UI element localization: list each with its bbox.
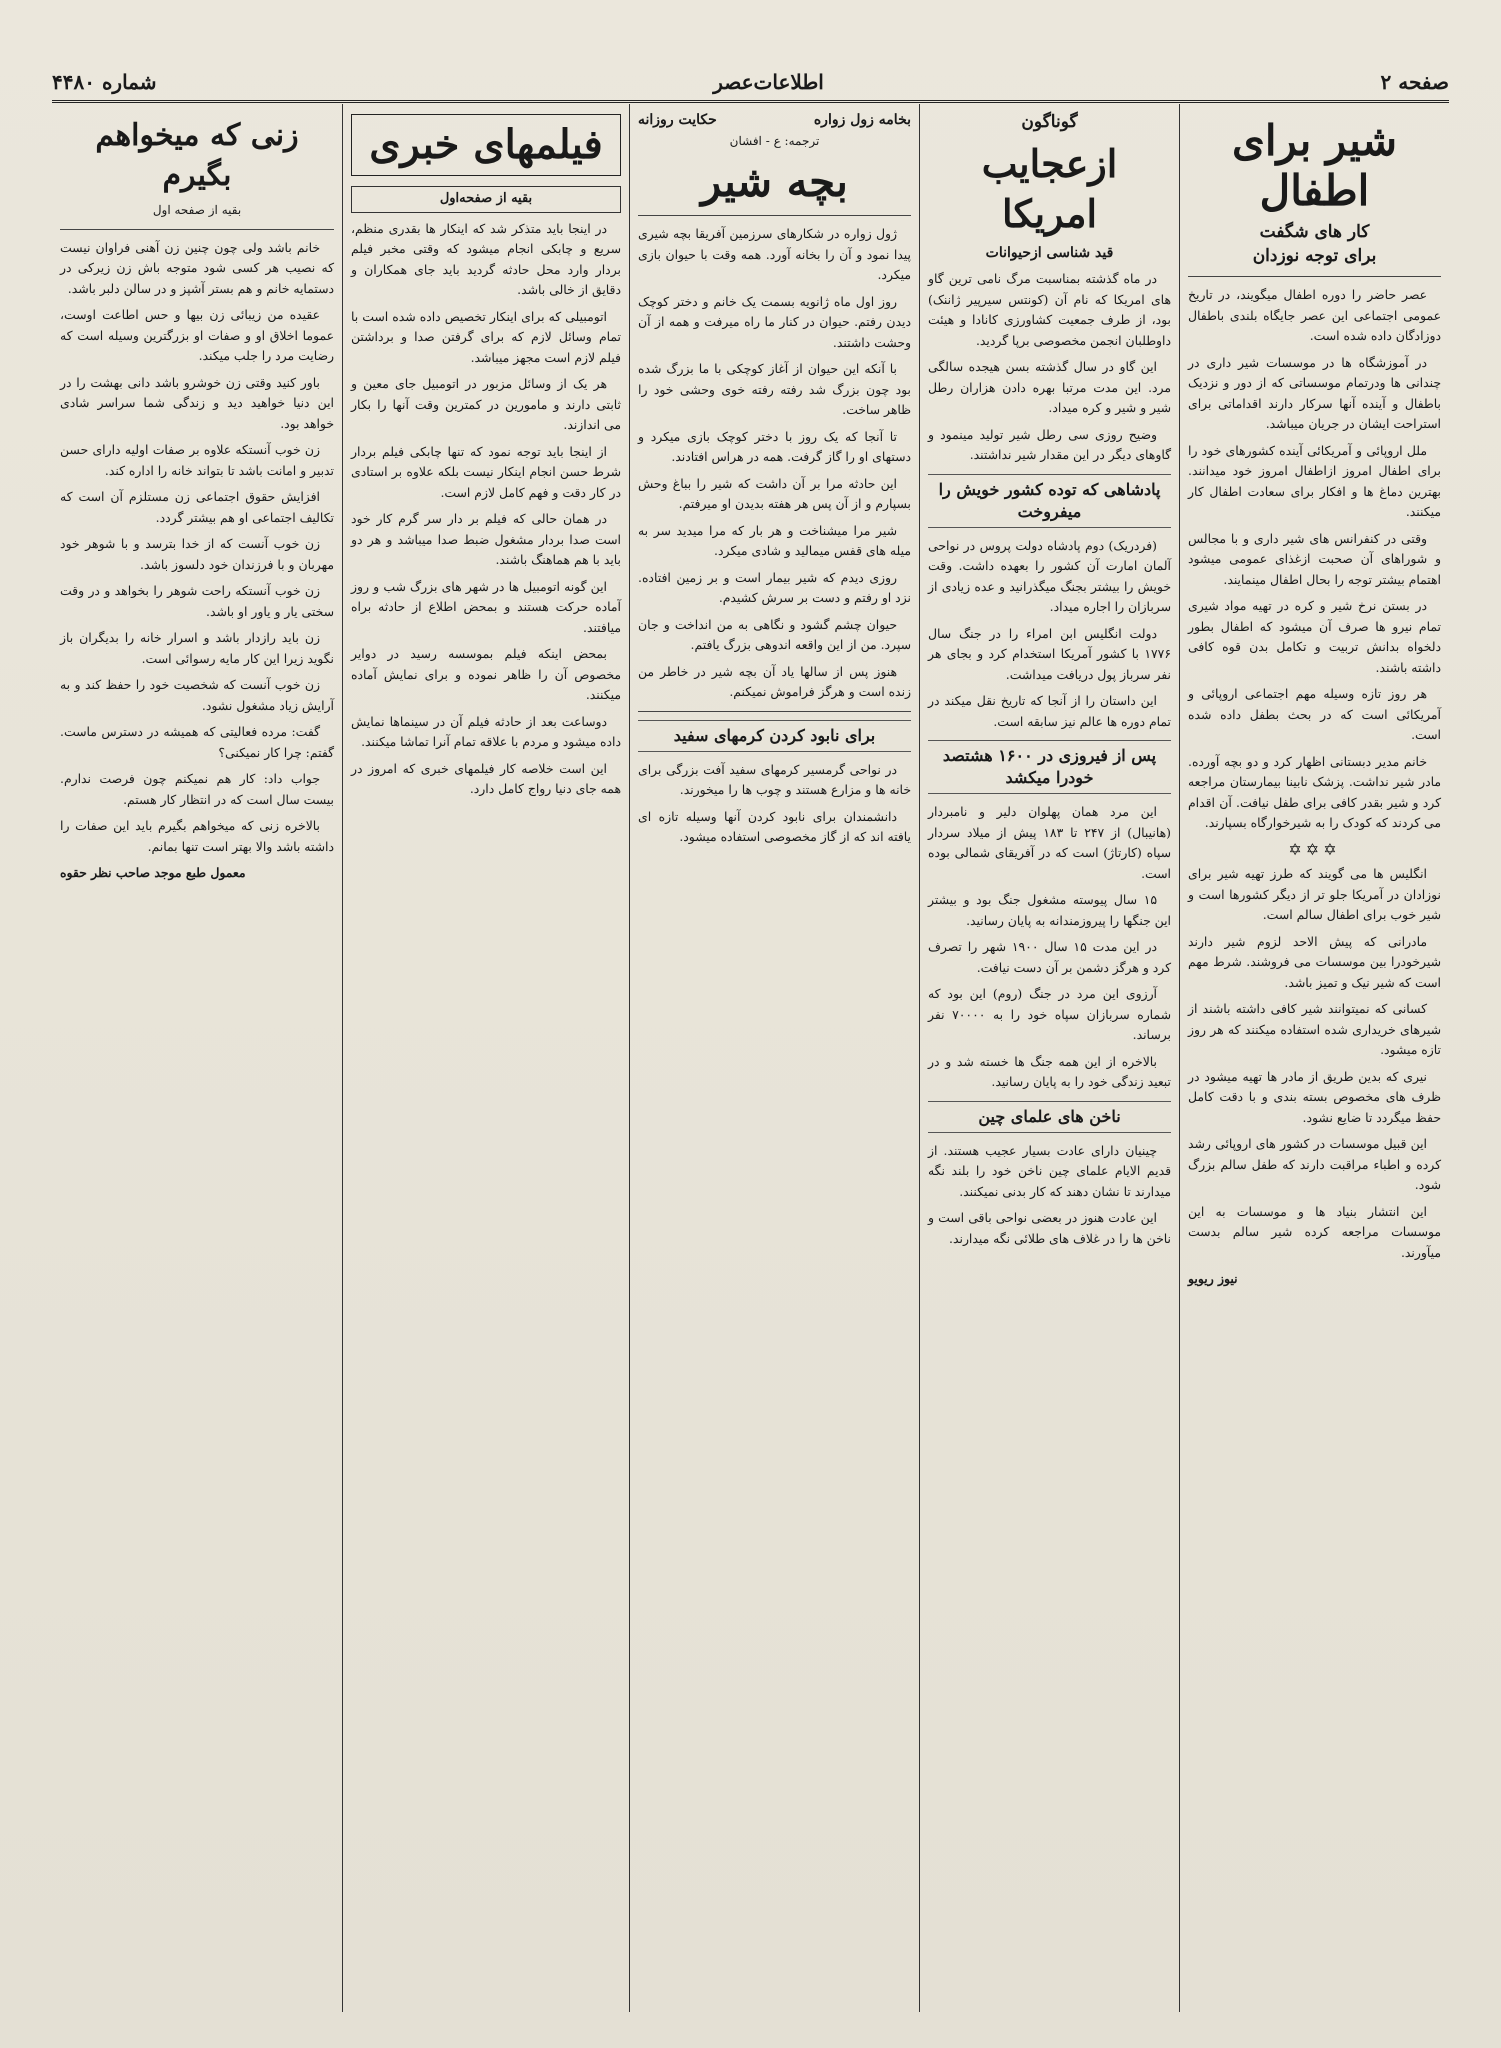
paragraph: بالاخره زنی که میخواهم بگیرم باید این صفات را داشته باشد والا بهتر است تنها بمانم. [60, 818, 334, 854]
paragraph: مادرانی که پیش الاحد لزوم شیر دارند شیرخودرا بین موسسات می فروشند. شرط مهم است که شیر نیک و تمیز باشد. [1188, 933, 1441, 990]
column-grid [52, 104, 1449, 2012]
paragraph: تا آنجا که یک روز با دختر کوچک بازی میکرد و دستهای او را گاز گرفت. همه در هراس افتادند. [638, 428, 911, 464]
continuation-label: بقیه از صفحه اول [152, 203, 242, 217]
paragraph: این قبیل موسسات در کشور های اروپائی رشد کرده و اطباء مراقبت دارند که طفل سالم بزرگ شود. [1188, 1136, 1441, 1192]
paragraph: ۱۵ سال پیوسته مشغول جنگ بود و بیشتر این جنگها را پیروزمندانه به پایان رسانید. [928, 892, 1171, 928]
paragraph: این است خلاصه کار فیلمهای خبری که امروز در همه جای دنیا رواج کامل دارد. [351, 760, 621, 796]
paragraph: عقیده من زیبائی زن بیها و حس اطاعت اوست، عموما اخلاق او و صفات او بزرگترین وسیله است که رضایت مرد را جلب میکند. [60, 307, 334, 363]
paragraph: روزی دیدم که شیر بیمار است و بر زمین افتاده. نزد او رفتم و دست بر سرش کشیدم. [638, 569, 911, 605]
continuation-label: بقیه از صفحه‌اول [351, 186, 621, 213]
paragraph: بالاخره از این همه جنگ ها خسته شد و در تبعید زندگی خود را به پایان رسانید. [928, 1053, 1171, 1089]
paragraph: نیری که بدین طریق از مادر ها تهیه میشود در ظرف های مخصوص بسته بندی و با دقت کامل حفظ میگردد تا ضایع نشود. [1188, 1068, 1441, 1125]
translator-credit: ترجمه: ع - افشان [729, 133, 820, 148]
deck: قید شناسی ازحیوانات [985, 244, 1114, 261]
byline: معمول طبع موجد صاحب نظر حقوه [60, 865, 246, 880]
paragraph: آرزوی این مرد در جنگ (روم) این بود که شماره سربازان سپاه خود را به ۷۰۰۰۰ نفر برساند. [928, 986, 1171, 1042]
paragraph: این مرد همان پهلوان دلیر و نامبردار (هانیبال) از ۲۴۷ تا ۱۸۳ پیش از میلاد سردار سپاه (کارتاژ) است که در آفریقای شمالی بوده است. [928, 804, 1171, 881]
paragraph: گفت: مرده فعالیتی که همیشه در دسترس ماست. گفتم: چرا کار نمیکنی؟ [60, 724, 334, 760]
paragraph: این گونه اتومبیل ها در شهر های بزرگ شب و روز آماده حرکت هستند و بمحض اطلاع از حادثه براه میافتند. [351, 578, 621, 635]
paragraph: افزایش حقوق اجتماعی زن مستلزم آن است که تکالیف اجتماعی او هم بیشتر گردد. [60, 489, 334, 525]
article-lion-cub [629, 104, 919, 2012]
issue-number: شماره ۴۴۸۰ [52, 70, 157, 94]
paragraph: زن خوب آنستکه راحت شوهر را بخواهد و در وقت سختی یار و یاور او باشد. [60, 583, 334, 619]
paragraph: زن باید رازدار باشد و اسرار خانه را بدیگران باز نگوید زیرا این کار مایه رسوائی است. [60, 630, 334, 666]
paragraph: وقتی در کنفرانس های شیر داری و با مجالس و شوراهای آن صحبت ازغذای عمومی میشود اهتمام بیشتر توجه را بحال اطفال مینمایند. [1188, 530, 1441, 587]
paragraph: بمحض اینکه فیلم بموسسه رسید در دوایر مخصوص آن را ظاهر نموده و برای نمایش آماده میکنند. [351, 646, 621, 702]
paragraph: هر روز تازه وسیله مهم اجتماعی اروپائی و آمریکائی است که در بحث بطفل داده شده است. [1188, 686, 1441, 742]
paragraph: از اینجا باید توجه نمود که تنها چابکی فیلم بردار شرط حسن انجام اینکار نیست بلکه علاوه بر استادی در کار دقت و فهم کامل لازم است. [351, 443, 621, 500]
paragraph: باور کنید وقتی زن خوشرو باشد دانی بهشت را در این دنیا خواهید دید و زندگی شما سراسر شادی خواهد بود. [60, 374, 334, 431]
section-heading: پادشاهی که توده کشور خویش را میفروخت [928, 474, 1171, 528]
kicker: حکایت روزانه [638, 112, 717, 128]
section-heading: برای نابود کردن کرمهای سفید [638, 720, 911, 752]
paragraph: در آموزشگاه ها در موسسات شیر داری در چندانی ها ودرتمام موسساتی که از دور و نزدیک باطفال و آینده آنها سرکار دارند اقداماتی برای استراحت ایشان در جریان میباشد. [1188, 354, 1441, 431]
paragraph: این گاو در سال گذشته بسن هیجده سالگی مرد. این مدت مرتبا بهره دادن هزاران رطل شیر و شیر و کره میداد. [928, 359, 1171, 415]
paragraph: ملل اروپائی و آمریکائی آینده کشورهای خود را برای اطفال امروز ازاطفال امروز خود میدانند. بهترین دماغ ها و افکار برای سعادت اطفال کار میکنند. [1188, 442, 1441, 519]
paragraph: دوساعت بعد از حادثه فیلم آن در سینماها نمایش داده میشود و مردم با علاقه تمام آنرا تماشا میکنند. [351, 713, 621, 749]
headline: زنی که میخواهم بگیرم [95, 118, 299, 193]
paragraph: دانشمندان برای نابود کردن آنها وسیله تازه ای یافته اند که از گاز مخصوصی استفاده میشود. [638, 808, 911, 844]
ornament-stars: ✡✡✡ [1288, 839, 1341, 859]
paragraph: زن خوب آنستکه علاوه بر صفات اولیه دارای حسن تدبیر و امانت باشد تا بتواند خانه را اداره کند. [60, 442, 334, 478]
paragraph: عصر حاضر را دوره اطفال میگویند، در تاریخ عمومی اجتماعی این عصر جایگاه بلندی باطفال دوزادگان داده شده است. [1188, 287, 1441, 343]
page-number: صفحه ۲ [1380, 70, 1449, 94]
paragraph: این داستان را از آنجا که تاریخ نقل میکند در تمام دوره ها عالم نیز سابقه است. [928, 693, 1171, 729]
paragraph: در این مدت ۱۵ سال ۱۹۰۰ شهر را تصرف کرد و هرگز دشمن بر آن دست نیافت. [928, 939, 1171, 975]
article-woman-to-marry [52, 104, 342, 2012]
paragraph: این حادثه مرا بر آن داشت که شیر را بباغ وحش بسپارم و از آن پس هر هفته بدیدن او میرفتم. [638, 475, 911, 511]
divider [60, 229, 334, 230]
paragraph: این انتشار بنیاد ها و موسسات به این موسسات مراجعه کرده شیر سالم بدست میآورند. [1188, 1203, 1441, 1260]
headline: ازعجایب امریکا [981, 140, 1118, 236]
paragraph: زن خوب آنست که شخصیت خود را حفظ کند و به آرایش زیاد مشغول نشود. [60, 677, 334, 713]
paragraph: ژول زواره در شکارهای سرزمین آفریقا بچه شیری پیدا نمود و آن را بخانه آورد. همه وقت با حیوان بازی میکرد. [638, 226, 911, 282]
paragraph: این عادت هنوز در بعضی نواحی باقی است و ناخن ها را در غلاف های طلائی نگه میدارند. [928, 1210, 1171, 1246]
paragraph: در همان حالی که فیلم بر دار سر گرم کار خود است صدا بردار مشغول ضبط صدا میباشد و هر دو باید با هم هماهنگ باشند. [351, 511, 621, 567]
article-milk-for-children [1179, 104, 1449, 2012]
subheadline: کار های شگفت [1259, 222, 1370, 242]
headline-frame [351, 114, 621, 176]
paragraph: خانم باشد ولی چون چنین زن آهنی فراوان نیست که نصیب هر کسی شود متوجه باش زن زیرکی در دستمایه خانم و هم بستر آشپز و در سالن دلبر باشد. [60, 239, 334, 296]
paragraph: هر یک از وسائل مزبور در اتومبیل جای معین و ثابتی دارند و مامورین در کمترین وقت آنها را بکار می اندازند. [351, 376, 621, 432]
divider [638, 215, 911, 216]
headline: بچه شیر [701, 157, 848, 206]
paragraph: با آنکه این حیوان از آغاز کوچکی با ما بزرگ شده بود چون بزرگ شد رفته رفته خوی وحشی خود را ظاهر ساخت. [638, 361, 911, 417]
paragraph: در اینجا باید متذکر شد که اینکار ها بقدری منظم، سریع و چابکی انجام میشود که وقتی مخبر فیلم بردار وارد محل حادثه گردید باید جای همکاران و دقایق از خالی باشد. [351, 220, 621, 297]
paragraph: حیوان چشم گشود و نگاهی به من انداخت و جان سپرد. من از این واقعه اندوهی بزرگ یافتم. [638, 616, 911, 652]
paragraph: هنوز پس از سالها یاد آن بچه شیر در خاطر من زنده است و هرگز فراموش نمیکنم. [638, 663, 911, 699]
story-header [638, 110, 911, 131]
paragraph: انگلیس ها می گویند که طرز تهیه شیر برای نوزادان در آمریکا جلو تر از دیگر کشورها است و شیر خوب برای اطفال سالم است. [1188, 866, 1441, 922]
paragraph: کسانی که نمیتوانند شیر کافی داشته باشند از شیرهای خریداری شده استفاده میکنند که هر روز تازه میشود. [1188, 1001, 1441, 1057]
section-heading: ناخن های علمای چین [928, 1101, 1171, 1133]
paragraph: دولت انگلیس ابن امراء را در جنگ سال ۱۷۷۶ با کشور آمریکا استخدام کرد و بجای هر نفر سرباز پول دریافت میداشت. [928, 625, 1171, 682]
section-heading: پس از فیروزی در ۱۶۰۰ هشتصد خودرا میکشد [928, 740, 1171, 794]
paragraph: (فردریک) دوم پادشاه دولت پروس در نواحی آلمان امارت آن کشور را بعهده داشت. وقت خویش را بیشتر بجنگ میگذرانید و عده زیادی از سربازان را اجاره میداد. [928, 537, 1171, 614]
divider [638, 711, 911, 712]
paragraph: در ماه گذشته بمناسبت مرگ نامی ترین گاو های امریکا که نام آن (کونتس سیرپیر ژاننک) بود، از طرف جمعیت کشاورزی کانادا و هیئت داوطلبان انجمن مخصوصی برپا گردید. [928, 271, 1171, 348]
paragraph: خانم مدیر دبستانی اظهار کرد و دو بچه آورده. مادر شیر نداشت. پزشک نابینا بیمارستان مراجعه کرد و شیر بقدر کافی برای طفل نیافت. آن اقدام می کردند که کودک را به شیرخوارگاه بسپارند. [1188, 753, 1441, 830]
divider [1188, 276, 1441, 277]
paper-name: اطلاعات‌عصر [713, 70, 824, 94]
author-credit: بخامه زول زواره [813, 112, 911, 128]
paragraph: در نواحی گرمسیر کرمهای سفید آفت بزرگی برای خانه ها و مزارع هستند و چوب ها را میخورند. [638, 761, 911, 797]
byline: نیوز ریویو [1188, 1271, 1238, 1286]
paragraph: اتومبیلی که برای اینکار تخصیص داده شده است با تمام وسائل لازم که برای گرفتن صدا و برداشتن فیلم لازم است مجهز میباشد. [351, 308, 621, 365]
paragraph: روز اول ماه ژانویه بسمت یک خانم و دختر کوچک دیدن رفتم. حیوان در کنار ما راه میرفت و همه از آن وحشت داشتند. [638, 293, 911, 350]
article-newsreels [342, 104, 629, 2012]
paragraph: جواب داد: کار هم نمیکنم چون فرصت ندارم. بیست سال است که در انتظار کار هستم. [60, 771, 334, 807]
paragraph: زن خوب آنست که از خدا بترسد و با شوهر خود مهربان و با فرزندان خود دلسوز باشد. [60, 536, 334, 572]
paragraph: شیر مرا میشناخت و هر بار که مرا میدید سر به میله های قفس میمالید و شادی میکرد. [638, 522, 911, 558]
paragraph: وضیح روزی سی رطل شیر تولید مینمود و گاوهای دیگر در این مقدار شیر نداشتند. [928, 426, 1171, 462]
paragraph: چینیان دارای عادت بسیار عجیب هستند. از قدیم الایام علمای چین ناخن خود را بلند نگه میدارند تا نشان دهند که کار بدنی نمیکنند. [928, 1142, 1171, 1199]
kicker: گوناگون [1021, 112, 1078, 132]
headline: فیلمهای خبری [369, 121, 603, 168]
headline: شیر برای اطفال [1231, 116, 1398, 215]
paragraph: در بستن نرخ شیر و کره در تهیه مواد شیری تمام نیرو ها صرف آن میشود که اطفال بطور دلخواه بدانش تربیت و تکامل بدن قوه کافی داشته باشند. [1188, 598, 1441, 675]
subheadline: برای توجه نوزدان [1252, 246, 1377, 266]
article-wonders-of-america [919, 104, 1179, 2012]
masthead [52, 64, 1449, 103]
